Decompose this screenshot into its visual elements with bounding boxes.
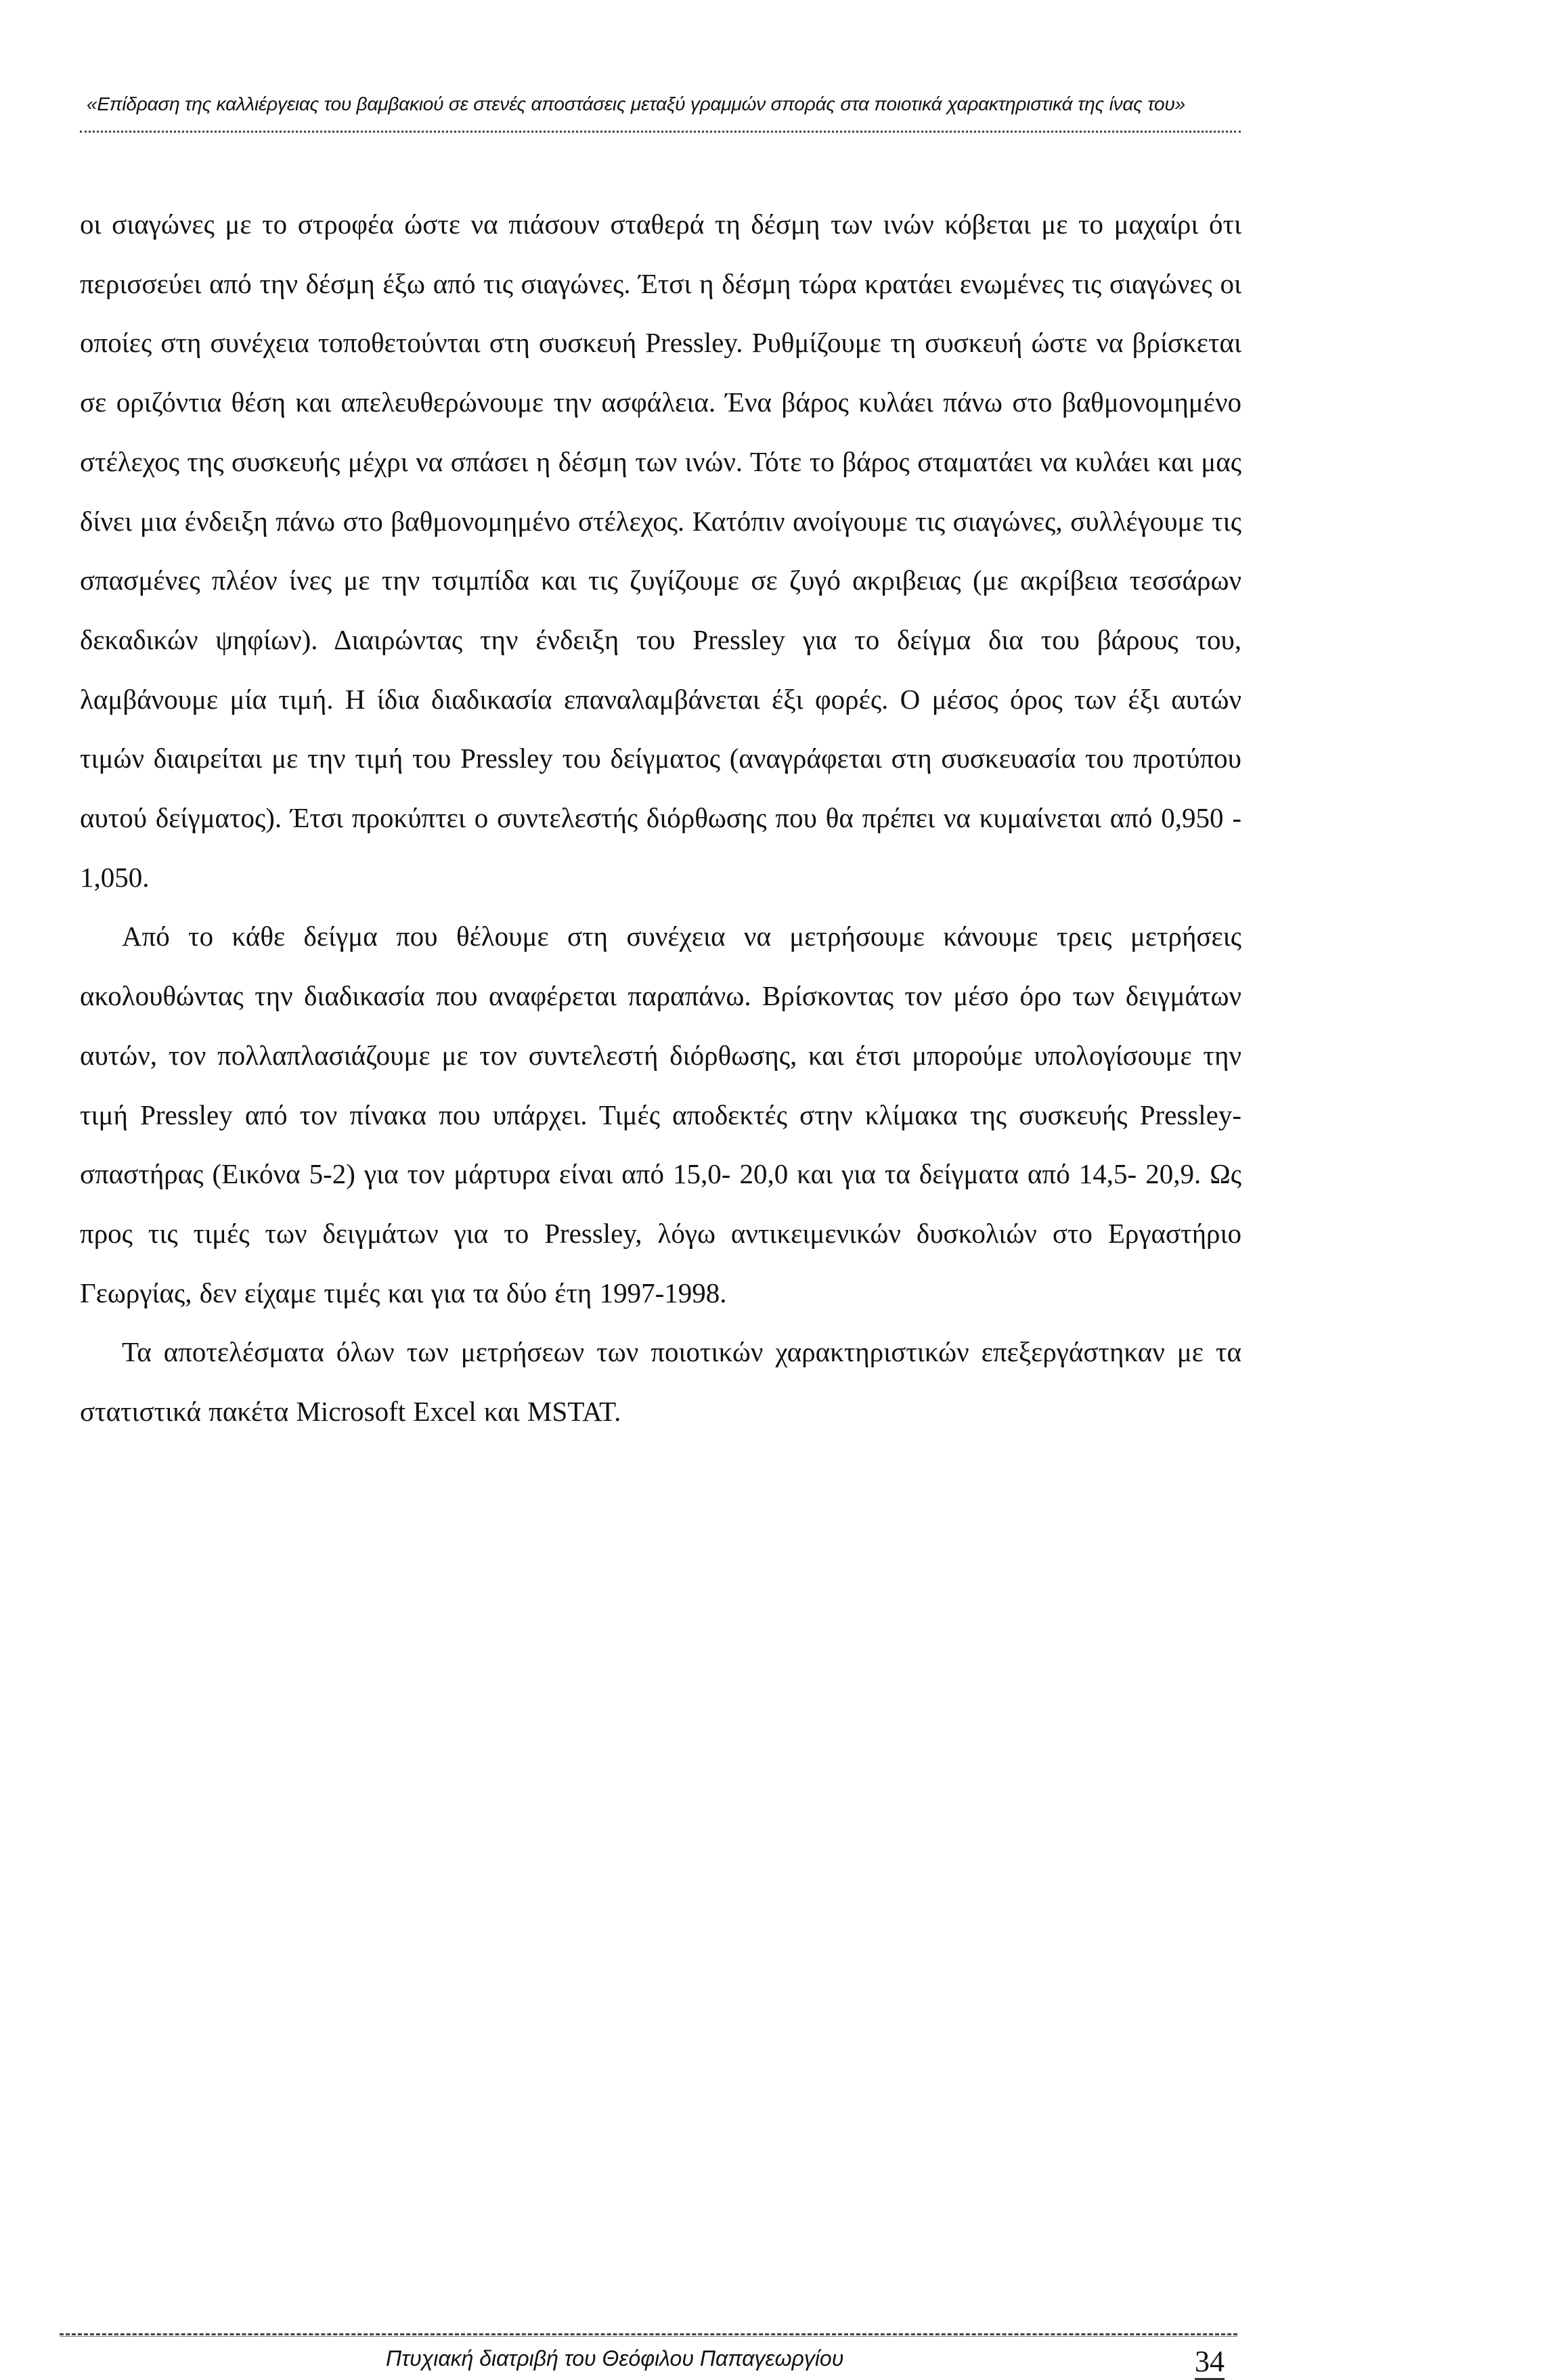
paragraph-2: Από το κάθε δείγμα που θέλουμε στη συνέχεια να μετρήσουμε κάνουμε τρεις μετρήσεις ακολουθώντας την διαδικασία που αναφέρεται παραπάνω. Βρίσκοντας τον μέσο όρο των δειγμάτων αυτών, τον πολλαπλασιάζουμε με τον συντελεστή διόρθωσης, και έτσι μπορούμε υπολογίσουμε την τιμή Pressley από τον πίνακα που υπάρχει. Τιμές αποδεκτές στην κλίμακα της συσκευής Pressley-σπαστήρας (Εικόνα 5-2) για τον μάρτυρα είναι από 15,0- 20,0 και για τα δείγματα από 14,5- 20,9. Ως προς τις τιμές των δειγμάτων για το Pressley, λόγω αντικειμενικών δυσκολιών στο Εργαστήριο Γεωργίας, δεν είχαμε τιμές και για τα δύο έτη 1997-1998. (80, 921, 1241, 1308)
footer-divider (60, 2333, 1237, 2335)
page-number: 34 (1195, 2347, 1225, 2380)
footer-divider-thin (60, 2336, 1237, 2337)
running-header: «Επίδραση της καλλιέργειας του βαμβακιού σε στενές αποστάσεις μεταξύ γραμμών σποράς στα ποιοτικά χαρακτηριστικά της ίνας του» (87, 93, 1185, 114)
footer-author-line: Πτυχιακή διατριβή του Θεόφιλου Παπαγεωργίου (386, 2346, 844, 2371)
header-divider (80, 131, 1241, 133)
paragraph-1: οι σιαγώνες με το στροφέα ώστε να πιάσουν σταθερά τη δέσμη των ινών κόβεται με το μαχαίρι ότι περισσεύει από την δέσμη έξω από τις σιαγώνες. Έτσι η δέσμη τώρα κρατάει ενωμένες τις σιαγώνες οι οποίες στη συνέχεια τοποθετούνται στη συσκευή Pressley. Ρυθμίζουμε τη συσκευή ώστε να βρίσκεται σε οριζόντια θέση και απελευθερώνουμε την ασφάλεια. Ένα βάρος κυλάει πάνω στο βαθμονομημένο στέλεχος της συσκευής μέχρι να σπάσει η δέσμη των ινών. Τότε το βάρος σταματάει να κυλάει και μας δίνει μια ένδειξη πάνω στο βαθμονομημένο στέλεχος. Κατόπιν ανοίγουμε τις σιαγώνες, συλλέγουμε τις σπασμένες πλέον ίνες με την τσιμπίδα και τις ζυγίζουμε σε ζυγό ακριβειας (με ακρίβεια τεσσάρων δεκαδικών ψηφίων). Διαιρώντας την ένδειξη του Pressley για το δείγμα δια του βάρους του, λαμβάνουμε μία τιμή. Η ίδια διαδικασία επαναλαμβάνεται έξι φορές. Ο μέσος όρος των έξι αυτών τιμών διαιρείται με την τιμή του Pressley του δείγματος (αναγράφεται στη συσκευασία του προτύπου αυτού δείγματος). Έτσι προκύπτει ο συντελεστής διόρθωσης που θα πρέπει να κυμαίνεται από 0,950 - 1,050. (80, 208, 1241, 893)
main-text (80, 195, 1241, 1442)
paragraph-3: Τα αποτελέσματα όλων των μετρήσεων των ποιοτικών χαρακτηριστικών επεξεργάστηκαν με τα στατιστικά πακέτα Microsoft Excel και MSTAT. (80, 1336, 1241, 1428)
